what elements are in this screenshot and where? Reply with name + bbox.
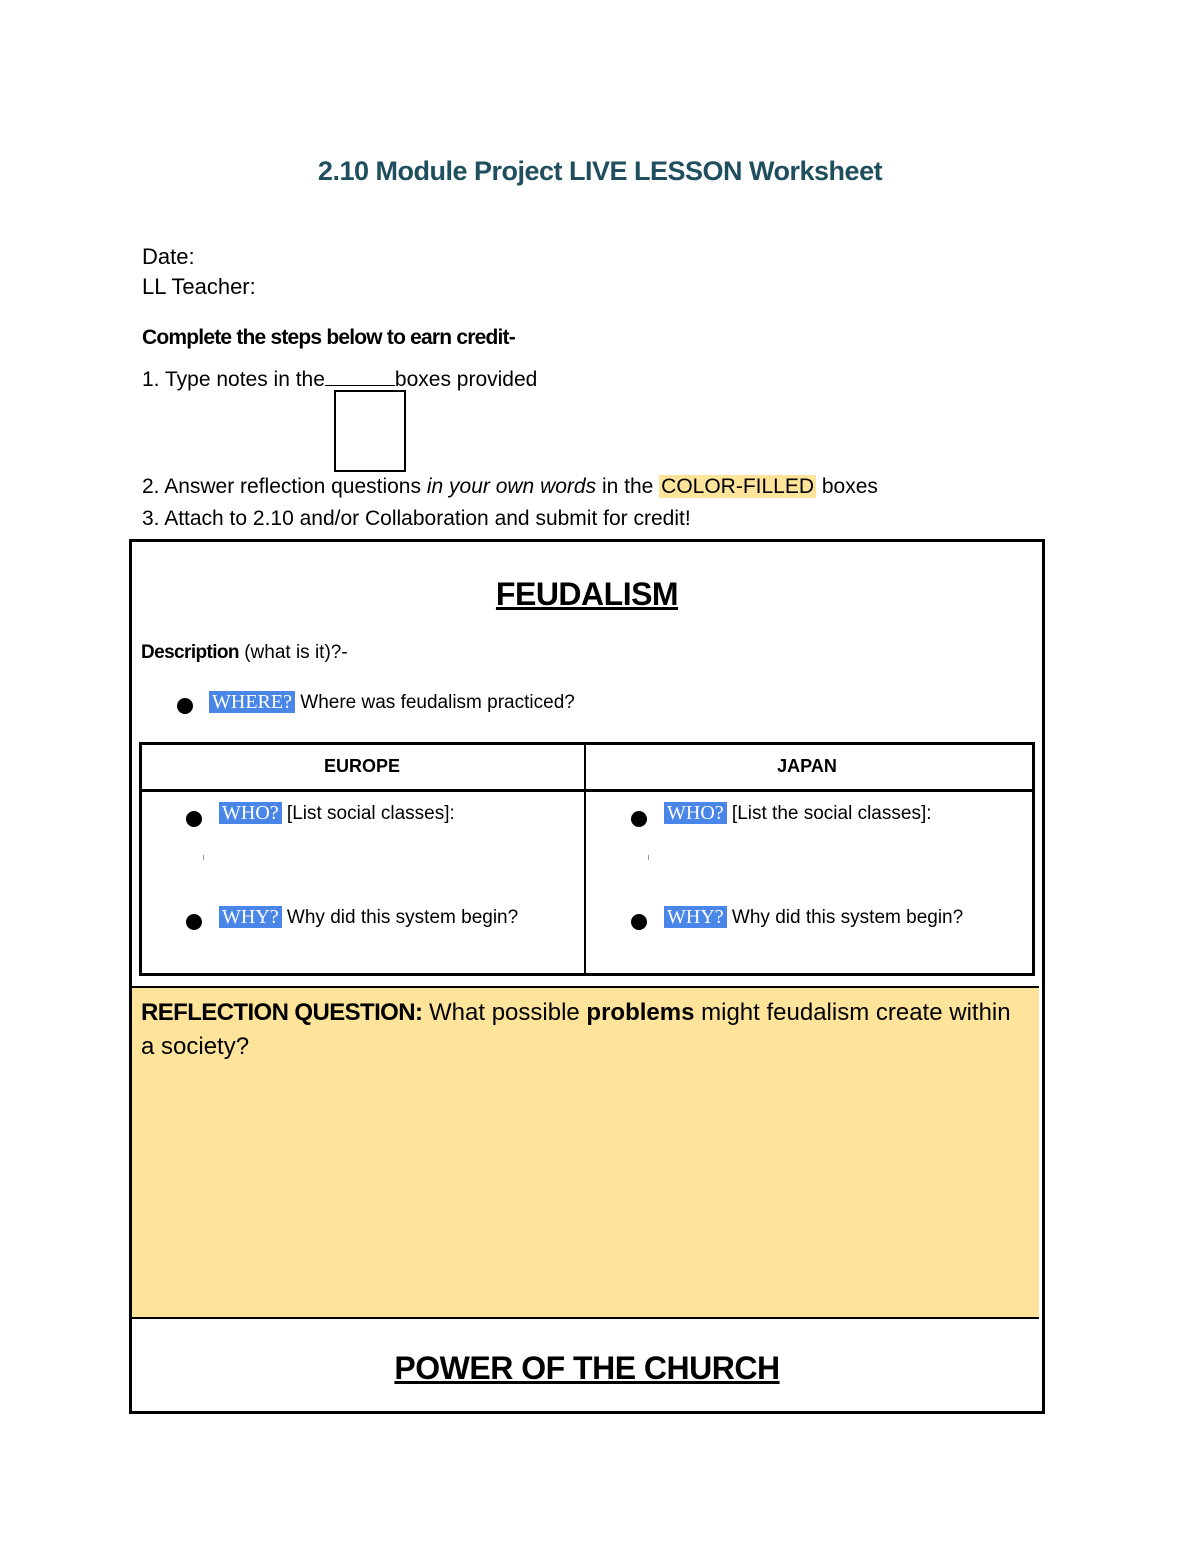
- who-text: [List the social classes]:: [726, 803, 932, 824]
- reflection-question: [141, 996, 1021, 1064]
- notes-box-sample: [334, 390, 406, 472]
- japan-why-question[interactable]: [664, 906, 963, 929]
- who-text: [List social classes]:: [281, 803, 455, 824]
- reflection-bold-word: problems: [586, 999, 695, 1026]
- reflection-label: REFLECTION QUESTION:: [141, 999, 423, 1026]
- europe-why-question[interactable]: [219, 906, 518, 929]
- why-label: WHY?: [664, 906, 727, 928]
- step2-text-before: 2. Answer reflection questions: [142, 475, 421, 498]
- why-text: Why did this system begin?: [726, 907, 964, 928]
- bullet-icon: [631, 811, 647, 827]
- where-question[interactable]: [209, 691, 575, 714]
- step2-text-middle: in the: [601, 475, 654, 498]
- date-label: Date:: [142, 244, 195, 269]
- feudalism-heading: FEUDALISM: [495, 576, 679, 612]
- color-filled-highlight: COLOR-FILLED: [661, 475, 815, 498]
- instruction-step-2: [142, 475, 878, 499]
- reflection-text-before: What possible: [422, 999, 587, 1026]
- table-column-divider: [584, 742, 586, 973]
- europe-who-question[interactable]: [219, 802, 455, 825]
- who-label: WHO?: [664, 802, 727, 824]
- column-header-europe: EUROPE: [323, 756, 401, 776]
- description-line: [141, 642, 348, 664]
- step1-text-before: 1. Type notes in the: [142, 368, 325, 391]
- reflection-text-after: might feudalism create within a society?: [141, 999, 1011, 1060]
- instruction-step-1: [142, 368, 537, 392]
- table-header-divider: [139, 789, 1032, 792]
- where-text: Where was feudalism practiced?: [294, 692, 575, 713]
- sub-bullet-marker: [648, 855, 649, 860]
- bullet-icon: [177, 698, 193, 714]
- worksheet-title: 2.10 Module Project LIVE LESSON Worksheet: [317, 156, 883, 186]
- instruction-step-3: 3. Attach to 2.10 and/or Collaboration and submit for credit!: [142, 507, 691, 530]
- step2-italic-text: in your own words: [426, 475, 597, 498]
- why-label: WHY?: [219, 906, 282, 928]
- church-heading: POWER OF THE CHURCH: [394, 1350, 780, 1386]
- japan-who-question[interactable]: [664, 802, 932, 825]
- who-label: WHO?: [219, 802, 282, 824]
- column-header-japan: JAPAN: [777, 756, 837, 776]
- bullet-icon: [186, 811, 202, 827]
- description-text: (what is it)?-: [238, 642, 348, 663]
- sub-bullet-marker: [203, 855, 204, 860]
- description-label: Description: [141, 642, 239, 663]
- blank-line: [325, 383, 395, 386]
- why-text: Why did this system begin?: [281, 907, 519, 928]
- teacher-label: LL Teacher:: [142, 274, 256, 299]
- europe-japan-table: [139, 742, 1035, 976]
- where-label: WHERE?: [209, 691, 295, 713]
- step1-text-after: boxes provided: [394, 368, 538, 391]
- bullet-icon: [186, 914, 202, 930]
- bullet-icon: [631, 914, 647, 930]
- step2-text-after: boxes: [821, 475, 878, 498]
- instructions-heading: Complete the steps below to earn credit-: [142, 326, 515, 349]
